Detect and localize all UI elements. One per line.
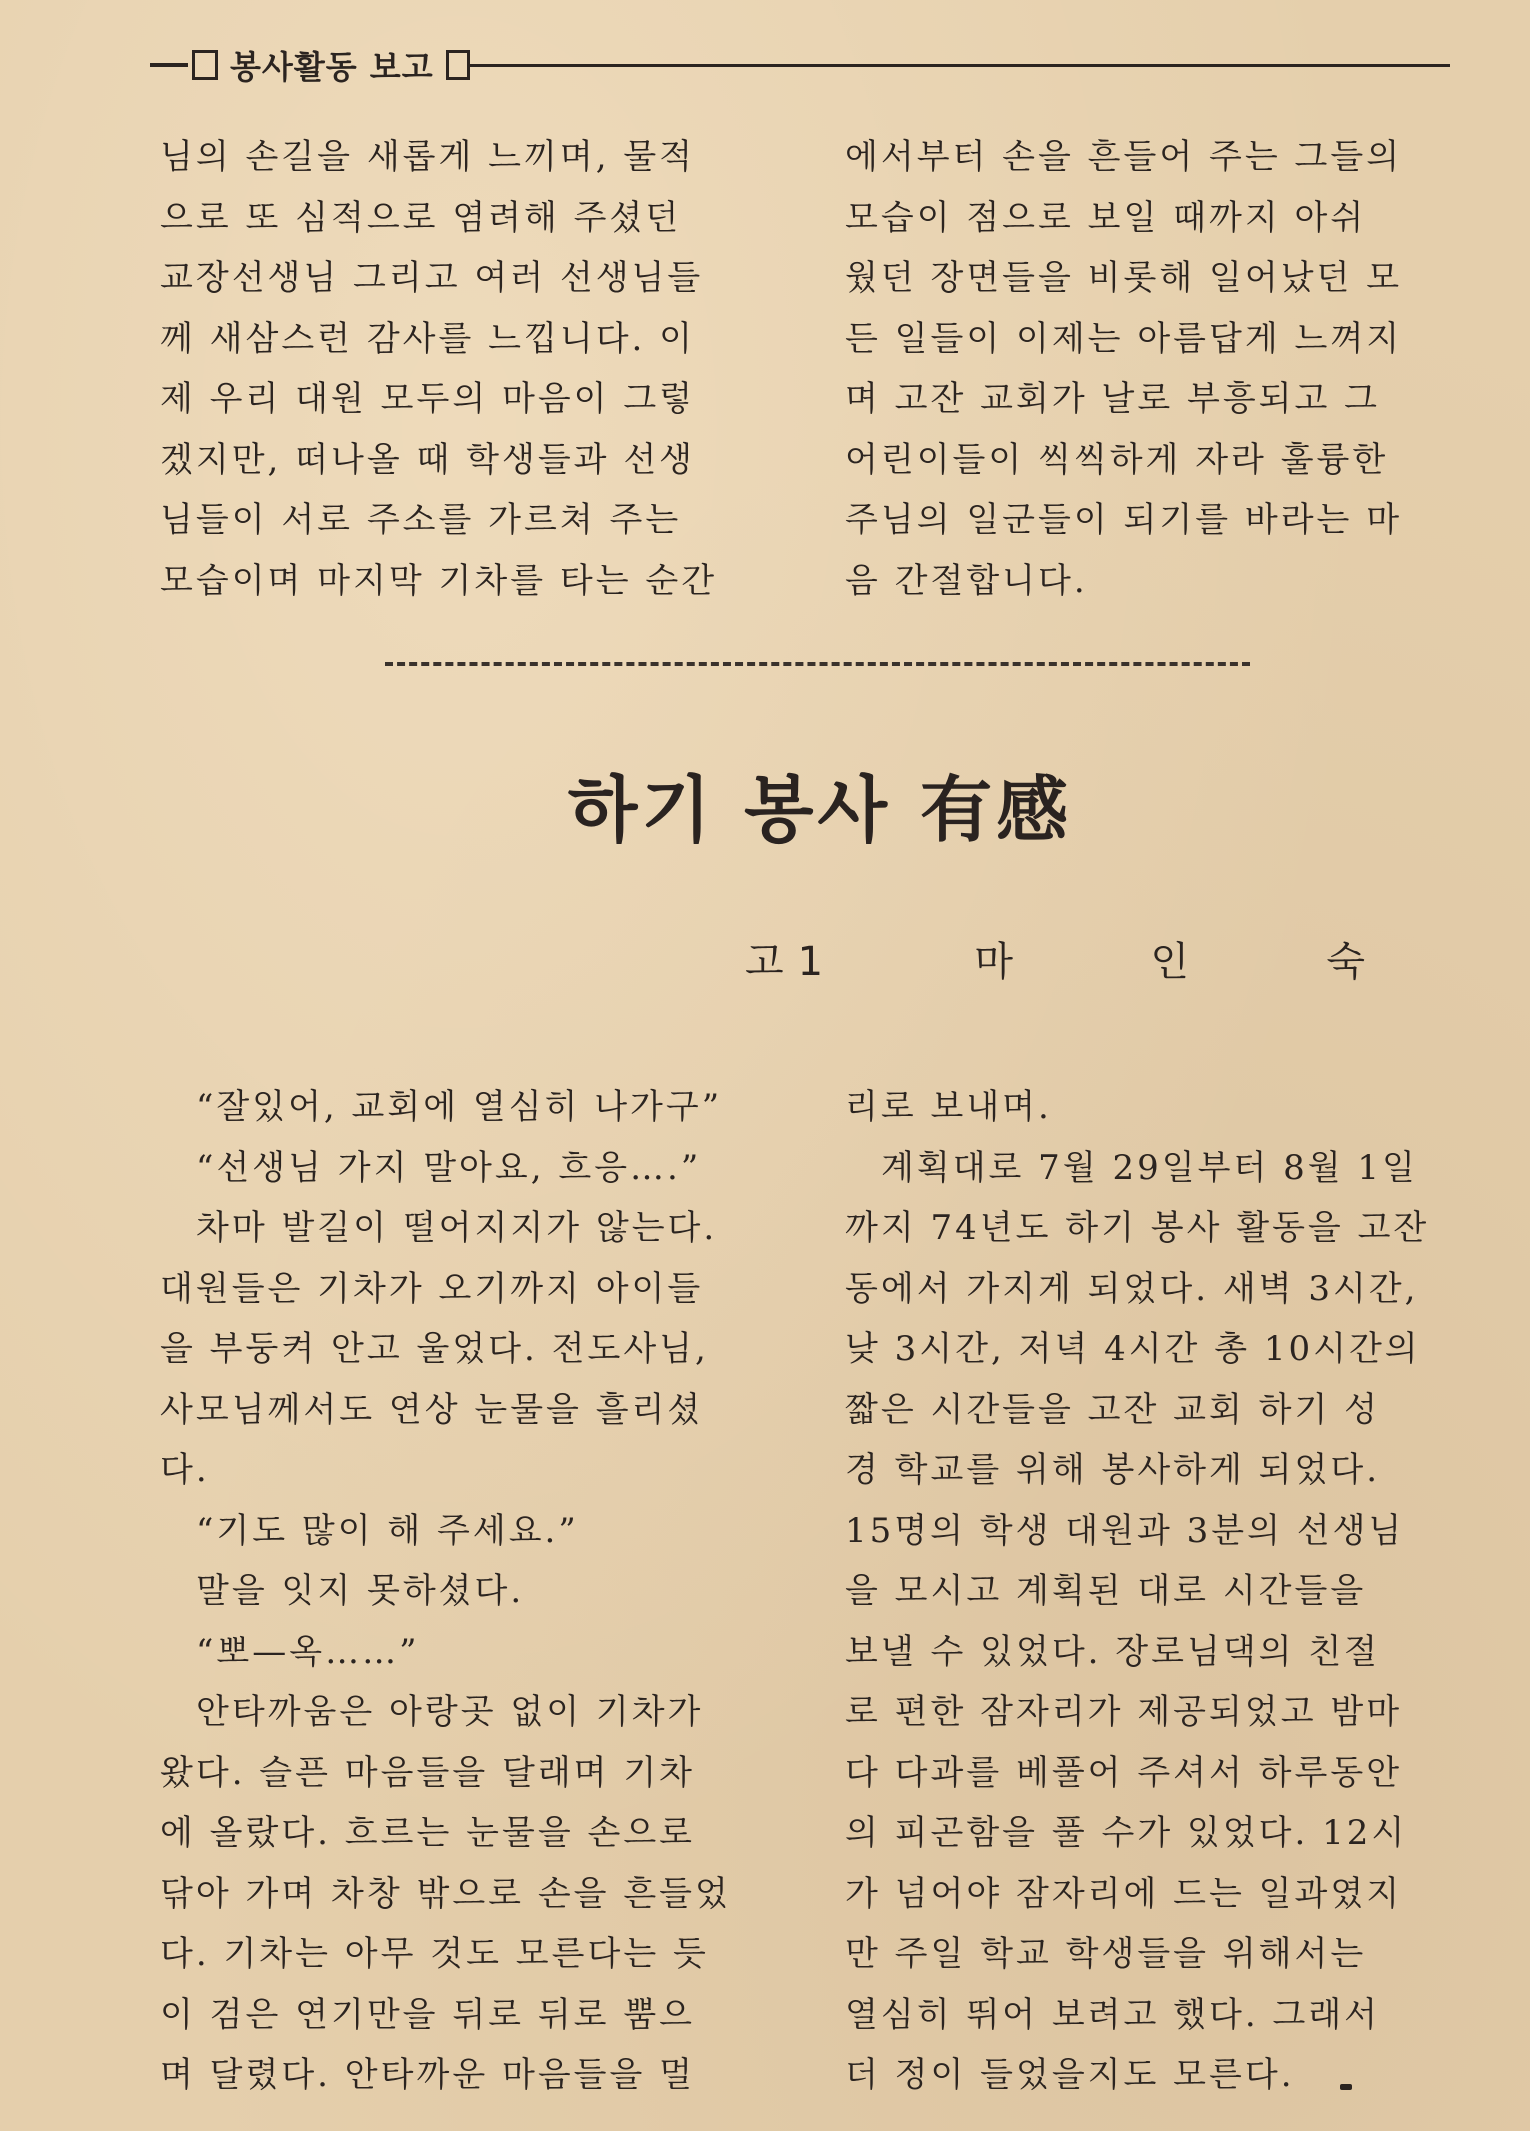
byline-class: 고1 [745, 939, 838, 985]
header-dash [150, 63, 188, 67]
section-title: 봉사활동 보고 [230, 48, 434, 86]
text-line: 웠던 장면들을 비롯해 일어났던 모 [845, 258, 1403, 298]
text-line: 을 모시고 계획된 대로 시간들을 [845, 1571, 1367, 1611]
bottom-right-column [845, 1077, 1465, 2106]
text-line: 에 올랐다. 흐르는 눈물을 손으로 [160, 1813, 696, 1853]
text-line: 만 주일 학교 학생들을 위해서는 [845, 1934, 1367, 1974]
text-line: 짧은 시간들을 고잔 교회 하기 성 [845, 1389, 1381, 1430]
text-line: “기도 많이 해 주세요.” [196, 1510, 579, 1551]
text-line: 다. 기차는 아무 것도 모른다는 듯 [160, 1934, 709, 1974]
end-mark [1340, 2084, 1352, 2090]
text-line: 님들이 서로 주소를 가르쳐 주는 [160, 500, 682, 540]
section-header [150, 45, 1450, 85]
text-line: 보낼 수 있었다. 장로님댁의 친절 [845, 1631, 1381, 1672]
text-line: 다. [160, 1450, 210, 1490]
text-line: 15명의 학생 대원과 3분의 선생님 [845, 1510, 1405, 1551]
text-line: 음 간절합니다. [845, 560, 1088, 601]
text-line: “뽀—옥……” [196, 1631, 420, 1672]
author-name-char: 마 [974, 939, 1014, 985]
text-line: 모습이 점으로 보일 때까지 아쉬 [845, 197, 1367, 238]
text-line: 닦아 가며 차창 밖으로 손을 흔들었 [160, 1873, 731, 1914]
text-line: 며 고잔 교회가 날로 부흥되고 그 [845, 379, 1381, 419]
text-line: 제 우리 대원 모두의 마음이 그렇 [160, 379, 696, 419]
top-right-column [845, 127, 1465, 611]
text-line: 왔다. 슬픈 마음들을 달래며 기차 [160, 1752, 696, 1793]
text-line: 이 검은 연기만을 뒤로 뒤로 뿜으 [160, 1994, 696, 2035]
text-line: 동에서 가지게 되었다. 새벽 3시간, [845, 1268, 1419, 1309]
text-line: 가 넘어야 잠자리에 드는 일과였지 [845, 1873, 1403, 1914]
text-line: 계획대로 7월 29일부터 8월 1일 [881, 1147, 1418, 1188]
text-line: 모습이며 마지막 기차를 타는 순간 [160, 560, 718, 601]
text-line: 주님의 일군들이 되기를 바라는 마 [845, 500, 1403, 540]
text-line: 안타까움은 아랑곳 없이 기차가 [196, 1692, 704, 1732]
header-rule [470, 64, 1450, 67]
text-line: 에서부터 손을 흔들어 주는 그들의 [845, 137, 1403, 177]
text-line: 로 편한 잠자리가 제공되었고 밤마 [845, 1692, 1403, 1732]
text-line: “잘있어, 교회에 열심히 나가구” [196, 1087, 723, 1127]
text-line: 님의 손길을 새롭게 느끼며, 물적 [160, 137, 696, 177]
text-line: 열심히 뛰어 보려고 했다. 그래서 [845, 1994, 1381, 2035]
text-line: 다 다과를 베풀어 주셔서 하루동안 [845, 1752, 1403, 1793]
text-line: 든 일들이 이제는 아름답게 느껴지 [845, 318, 1403, 359]
text-line: 을 부둥켜 안고 울었다. 전도사님, [160, 1329, 709, 1369]
text-line: 교장선생님 그리고 여러 선생님들 [160, 258, 704, 298]
text-line: 며 달렸다. 안타까운 마음들을 멀 [160, 2055, 696, 2095]
header-box-right [446, 50, 470, 80]
text-line: 말을 잇지 못하셨다. [196, 1571, 525, 1611]
bottom-left-column [160, 1077, 780, 2106]
section-separator [385, 662, 1250, 666]
author-name-char: 인 [1150, 939, 1190, 985]
top-left-column [160, 127, 780, 611]
text-line: 께 새삼스런 감사를 느낍니다. 이 [160, 318, 696, 359]
text-line: 대원들은 기차가 오기까지 아이들 [160, 1268, 704, 1309]
byline [745, 930, 1365, 987]
header-box-left [192, 50, 218, 80]
text-line: 의 피곤함을 풀 수가 있었다. 12시 [845, 1813, 1408, 1853]
text-line: 까지 74년도 하기 봉사 활동을 고잔 [845, 1208, 1430, 1248]
text-line: 겠지만, 떠나올 때 학생들과 선생 [160, 439, 696, 480]
text-line: 리로 보내며. [845, 1087, 1052, 1127]
author-name-char: 숙 [1326, 939, 1365, 985]
article-title: 하기 봉사 有感 [567, 768, 1073, 852]
text-line: “선생님 가지 말아요, 흐응….” [196, 1147, 702, 1188]
text-line: 낮 3시간, 저녁 4시간 총 10시간의 [845, 1329, 1421, 1369]
text-line: 사모님께서도 연상 눈물을 흘리셨 [160, 1389, 704, 1430]
text-line: 경 학교를 위해 봉사하게 되었다. [845, 1450, 1381, 1490]
text-line: 으로 또 심적으로 염려해 주셨던 [160, 197, 682, 238]
text-line: 더 정이 들었을지도 모른다. [845, 2055, 1295, 2095]
text-line: 어린이들이 씩씩하게 자라 훌륭한 [845, 439, 1389, 480]
text-line: 차마 발길이 떨어지지가 않는다. [196, 1208, 718, 1248]
